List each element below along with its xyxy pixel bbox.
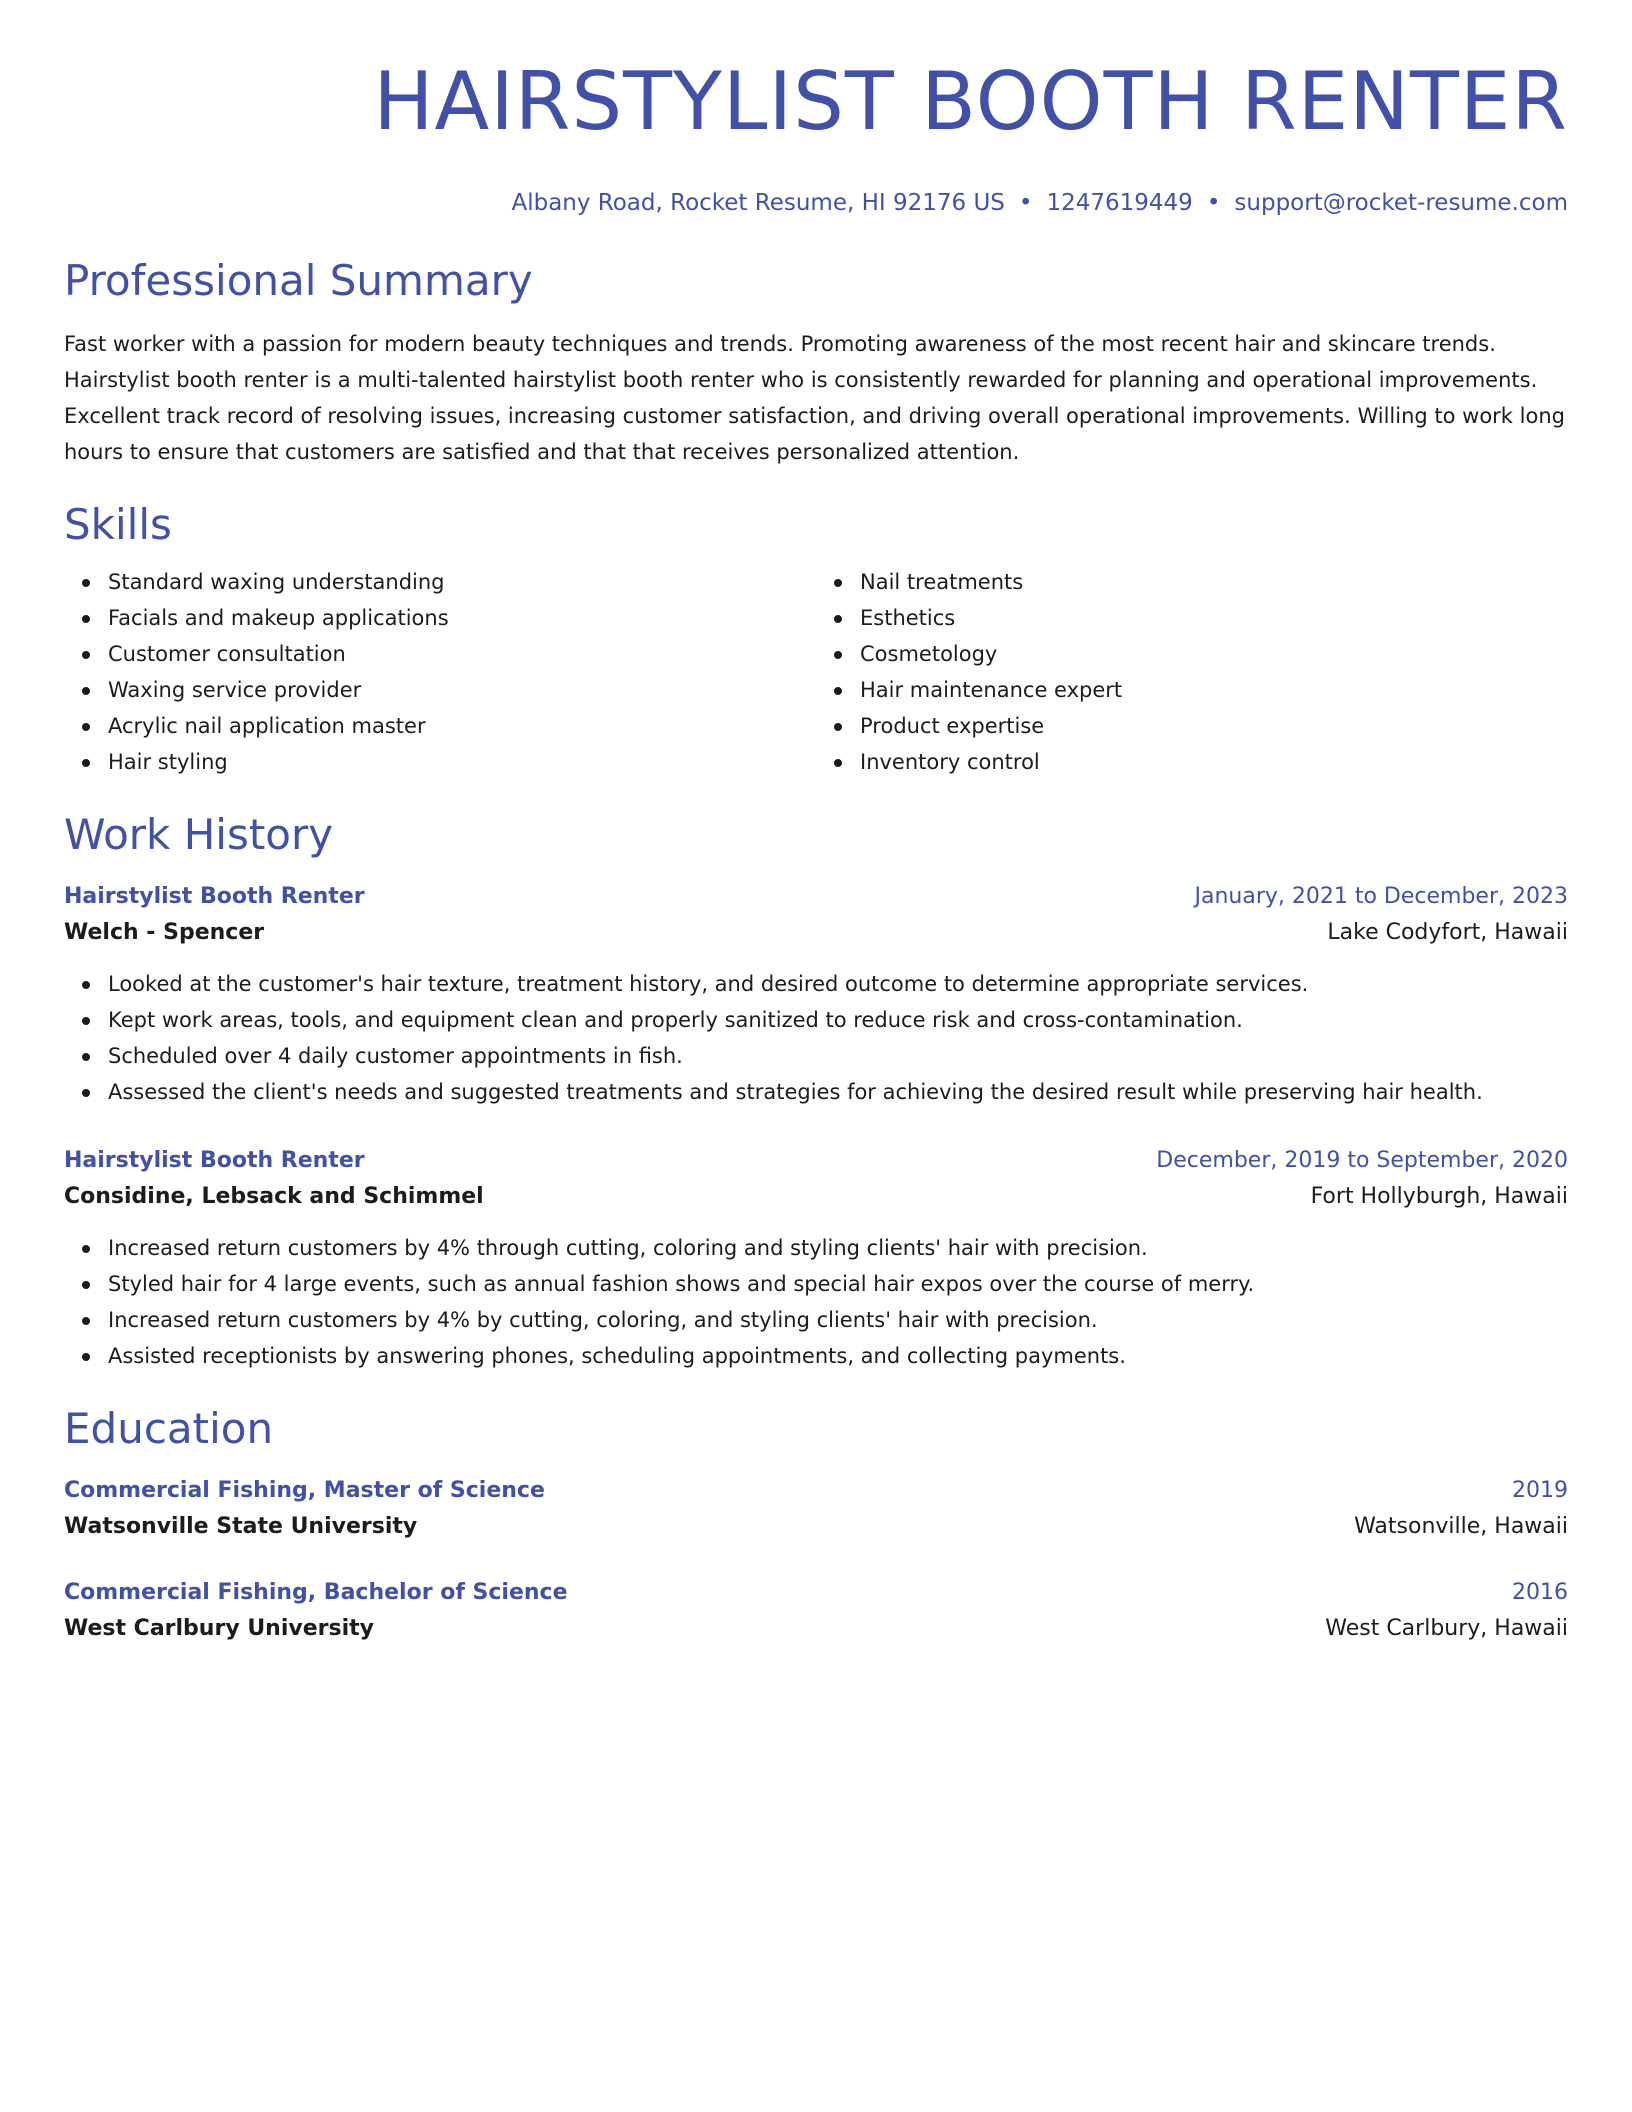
education-degree: Commercial Fishing, Master of Science [64, 1478, 545, 1503]
skills-list-left [64, 564, 816, 780]
job-duty: Increased return customers by 4% by cutting, coloring, and styling clients' hair with precision. [108, 1302, 1568, 1338]
job-company: Welch - Spencer [64, 920, 265, 945]
education-location: Watsonville, Hawaii [1354, 1514, 1568, 1539]
job-dates: December, 2019 to September, 2020 [1156, 1148, 1568, 1173]
education-entry [64, 1576, 1568, 1648]
skill-item: Inventory control [860, 744, 1568, 780]
skill-item: Acrylic nail application master [108, 708, 816, 744]
skill-item: Standard waxing understanding [108, 564, 816, 600]
education-location: West Carlbury, Hawaii [1325, 1616, 1568, 1641]
job-role: Hairstylist Booth Renter [64, 1148, 365, 1173]
education-school: Watsonville State University [64, 1514, 418, 1539]
job-entry [64, 1144, 1568, 1374]
job-duties-list [64, 966, 1568, 1110]
professional-summary-text: Fast worker with a passion for modern beauty techniques and trends. Promoting awareness of the most recent hair and skincare trends. Hairstylist booth renter is a multi-talented hairstylist booth renter who is consistently rewarded for planning and operational improvements. Excellent track record of resolving issues, increasing customer satisfaction, and driving overall operational improvements. Willing to work long hours to ensure that customers are satisfied and that that receives personalized attention. [64, 332, 1565, 464]
job-duties-list [64, 1230, 1568, 1374]
skills-heading: Skills [64, 500, 172, 549]
skills-grid [64, 564, 1568, 780]
job-duty: Increased return customers by 4% through cutting, coloring and styling clients' hair with precision. [108, 1230, 1568, 1266]
skill-item: Waxing service provider [108, 672, 816, 708]
contact-phone: 1247619449 [1046, 190, 1193, 216]
skill-item: Hair maintenance expert [860, 672, 1568, 708]
contact-email: support@rocket-resume.com [1234, 190, 1568, 216]
contact-address: Albany Road, Rocket Resume, HI 92176 US [511, 190, 1005, 216]
education-degree: Commercial Fishing, Bachelor of Science [64, 1580, 568, 1605]
job-duty: Assessed the client's needs and suggested treatments and strategies for achieving the desired result while preserving hair health. [108, 1074, 1568, 1110]
job-dates: January, 2021 to December, 2023 [1194, 884, 1568, 909]
job-duty: Scheduled over 4 daily customer appointments in fish. [108, 1038, 1568, 1074]
skill-item: Hair styling [108, 744, 816, 780]
job-duty: Looked at the customer's hair texture, treatment history, and desired outcome to determine appropriate services. [108, 966, 1568, 1002]
job-entry [64, 880, 1568, 1110]
job-company-row [64, 914, 1568, 952]
education-heading: Education [64, 1404, 274, 1453]
contact-separator: • [1018, 190, 1033, 216]
job-company-row [64, 1178, 1568, 1216]
job-location: Fort Hollyburgh, Hawaii [1310, 1184, 1568, 1209]
job-duty: Kept work areas, tools, and equipment clean and properly sanitized to reduce risk and cross-contamination. [108, 1002, 1568, 1038]
education-year: 2019 [1512, 1478, 1568, 1503]
job-company: Considine, Lebsack and Schimmel [64, 1184, 484, 1209]
work-history-heading: Work History [64, 810, 334, 859]
professional-summary-heading: Professional Summary [64, 256, 533, 305]
education-degree-row [64, 1474, 1568, 1508]
skill-item: Facials and makeup applications [108, 600, 816, 636]
contact-separator: • [1206, 190, 1221, 216]
skill-item: Esthetics [860, 600, 1568, 636]
skill-item: Customer consultation [108, 636, 816, 672]
education-year: 2016 [1512, 1580, 1568, 1605]
education-school: West Carlbury University [64, 1616, 374, 1641]
skill-item: Nail treatments [860, 564, 1568, 600]
job-title-row [64, 1144, 1568, 1178]
contact-line [64, 188, 1568, 218]
candidate-name: HAIRSTYLIST BOOTH RENTER [373, 55, 1568, 148]
resume-header [64, 0, 1568, 218]
skill-item: Cosmetology [860, 636, 1568, 672]
job-duty: Assisted receptionists by answering phones, scheduling appointments, and collecting payments. [108, 1338, 1568, 1374]
skill-item: Product expertise [860, 708, 1568, 744]
job-duty: Styled hair for 4 large events, such as annual fashion shows and special hair expos over the course of merry. [108, 1266, 1568, 1302]
skills-list-right [816, 564, 1568, 780]
job-title-row [64, 880, 1568, 914]
education-school-row [64, 1610, 1568, 1648]
job-location: Lake Codyfort, Hawaii [1327, 920, 1568, 945]
education-degree-row [64, 1576, 1568, 1610]
education-school-row [64, 1508, 1568, 1546]
education-entry [64, 1474, 1568, 1546]
job-role: Hairstylist Booth Renter [64, 884, 365, 909]
